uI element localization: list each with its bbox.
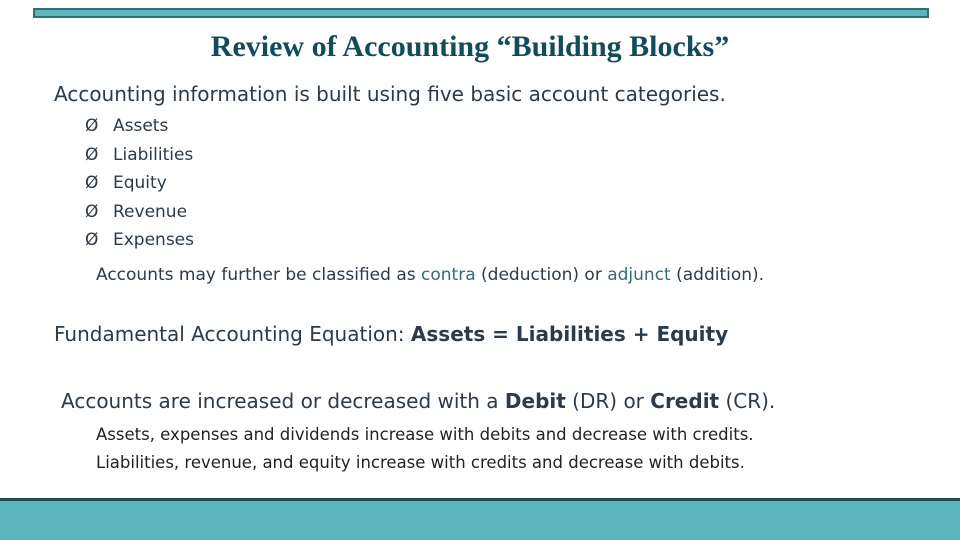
category-label: Equity: [113, 173, 167, 193]
category-list: [85, 112, 194, 255]
list-item: [85, 169, 194, 198]
arrow-bullet-icon: Ø: [85, 230, 99, 250]
debit-credit-text: [61, 389, 775, 413]
classification-text: [96, 265, 764, 285]
arrow-bullet-icon: Ø: [85, 116, 99, 136]
list-item: [85, 198, 194, 227]
bottom-accent-bar: [0, 498, 960, 540]
list-item: [85, 141, 194, 170]
equation-prefix: Fundamental Accounting Equation:: [54, 322, 411, 346]
debit-term: Debit: [504, 389, 566, 413]
credit-term: Credit: [650, 389, 720, 413]
adjunct-term: adjunct: [607, 265, 671, 285]
debit-credit-prefix: Accounts are increased or decreased with a: [61, 389, 505, 413]
list-item: [85, 112, 194, 141]
category-label: Assets: [113, 116, 169, 136]
list-item: [85, 226, 194, 255]
equation-formula: Assets = Liabilities + Equity: [410, 322, 729, 346]
credit-rule-text: Liabilities, revenue, and equity increase with credits and decrease with debits.: [96, 453, 745, 472]
arrow-bullet-icon: Ø: [85, 173, 99, 193]
slide-title: Review of Accounting “Building Blocks”: [210, 30, 730, 63]
accounting-equation: [54, 322, 728, 346]
arrow-bullet-icon: Ø: [85, 144, 99, 165]
adjunct-description: (addition).: [670, 265, 765, 285]
credit-abbr: (CR).: [719, 389, 776, 413]
category-label: Expenses: [113, 230, 194, 250]
debit-rule-text: Assets, expenses and dividends increase with debits and decrease with credits.: [96, 425, 754, 444]
category-label: Revenue: [113, 201, 188, 222]
contra-term: contra: [421, 265, 476, 285]
debit-abbr: (DR) or: [565, 389, 651, 413]
category-label: Liabilities: [113, 144, 194, 165]
arrow-bullet-icon: Ø: [85, 201, 99, 222]
contra-description: (deduction) or: [475, 265, 608, 285]
top-accent-bar: [33, 8, 929, 18]
intro-text: Accounting information is built using five basic account categories.: [54, 82, 726, 106]
classification-prefix: Accounts may further be classified as: [96, 265, 422, 285]
